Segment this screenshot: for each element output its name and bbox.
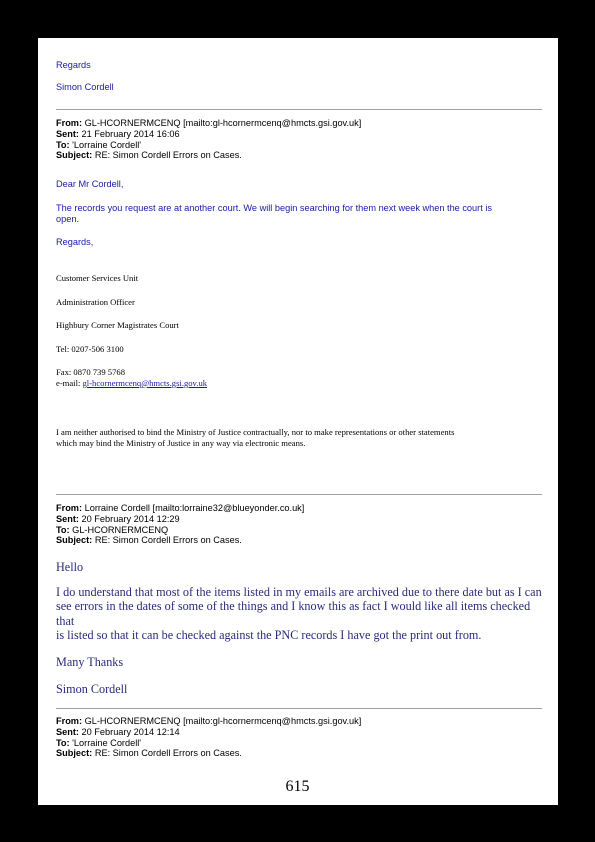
email2-sent: 20 February 2014 12:29: [81, 513, 180, 524]
email1-to-label: To:: [56, 139, 70, 150]
email3-subject: RE: Simon Cordell Errors on Cases.: [94, 748, 242, 759]
email1-to: 'Lorraine Cordell': [72, 139, 142, 150]
email1-regards: Regards,: [56, 237, 94, 248]
sig-unit: Customer Services Unit: [56, 273, 139, 283]
email1-body-line2: open.: [56, 213, 79, 224]
email1-subject: RE: Simon Cordell Errors on Cases.: [94, 150, 242, 161]
email2-thanks: Many Thanks: [56, 655, 124, 670]
email1-sent: 21 February 2014 16:06: [81, 128, 180, 139]
email2-from-label: From:: [56, 503, 83, 513]
top-signature-name: Simon Cordell: [56, 81, 114, 92]
email3-to: 'Lorraine Cordell': [72, 737, 142, 748]
sig-email-link[interactable]: gl-hcornermcenq@hmcts.gsi.gov.uk: [82, 377, 208, 388]
separator-3: [56, 708, 542, 709]
separator-1: [56, 109, 542, 110]
disclaimer-line1: I am neither authorised to bind the Ministry of Justice contractually, nor to make representations or other statements: [56, 427, 455, 437]
email1-sent-label: Sent:: [56, 128, 79, 139]
email1-signature: [56, 273, 542, 389]
email1-disclaimer: [56, 427, 542, 448]
email2-subject: RE: Simon Cordell Errors on Cases.: [94, 535, 242, 546]
sig-court: Highbury Corner Magistrates Court: [56, 320, 179, 331]
disclaimer-line2: which may bind the Ministry of Justice in any way via electronic means.: [56, 437, 306, 448]
email2-body-line1: I do understand that most of the items listed in my emails are archived due to there date but as I can: [56, 585, 542, 600]
email3-header: [56, 716, 542, 759]
sig-fax: Fax: 0870 739 5768: [56, 367, 125, 378]
email1-subject-label: Subject:: [56, 150, 93, 161]
email1-header: [56, 118, 542, 161]
email3-from: GL-HCORNERMCENQ [mailto:gl-hcornermcenq@hmcts.gsi.gov.uk]: [84, 716, 362, 726]
email2-from: Lorraine Cordell [mailto:lorraine32@blueyonder.co.uk]: [84, 503, 305, 513]
email1-greeting: Dear Mr Cordell,: [56, 179, 124, 189]
email2-body-line2: see errors in the dates of some of the things and I know this as fact I would like all items checked that: [56, 599, 531, 628]
top-regards: Regards: [56, 60, 91, 70]
email2-body-line3: is listed so that it can be checked against the PNC records I have got the print out from.: [56, 627, 482, 642]
sig-title: Administration Officer: [56, 296, 135, 307]
email2-sent-label: Sent:: [56, 513, 79, 524]
email2-subject-label: Subject:: [56, 535, 93, 546]
page-number: 615: [285, 778, 310, 795]
email3-subject-label: Subject:: [56, 748, 93, 759]
email2-body: [56, 560, 542, 696]
document-page: [38, 38, 558, 805]
email2-header: [56, 503, 542, 546]
email3-sent: 20 February 2014 12:14: [81, 726, 180, 737]
email2-name: Simon Cordell: [56, 682, 128, 697]
email1-from: GL-HCORNERMCENQ [mailto:gl-hcornermcenq@hmcts.gsi.gov.uk]: [84, 118, 362, 128]
top-regards-block: [56, 60, 542, 93]
email1-body: [56, 179, 542, 248]
email2-to-label: To:: [56, 524, 70, 535]
email2-to: GL-HCORNERMCENQ: [72, 524, 169, 535]
sig-email-label: e-mail:: [56, 377, 83, 388]
email2-greeting: Hello: [56, 560, 84, 574]
sig-tel: Tel: 0207-506 3100: [56, 343, 124, 354]
email1-body-line1: The records you request are at another court. We will begin searching for them next week when the court is: [56, 202, 492, 213]
email3-to-label: To:: [56, 737, 70, 748]
email3-sent-label: Sent:: [56, 726, 79, 737]
email1-from-label: From:: [56, 118, 83, 128]
email3-from-label: From:: [56, 716, 83, 726]
separator-2: [56, 494, 542, 495]
